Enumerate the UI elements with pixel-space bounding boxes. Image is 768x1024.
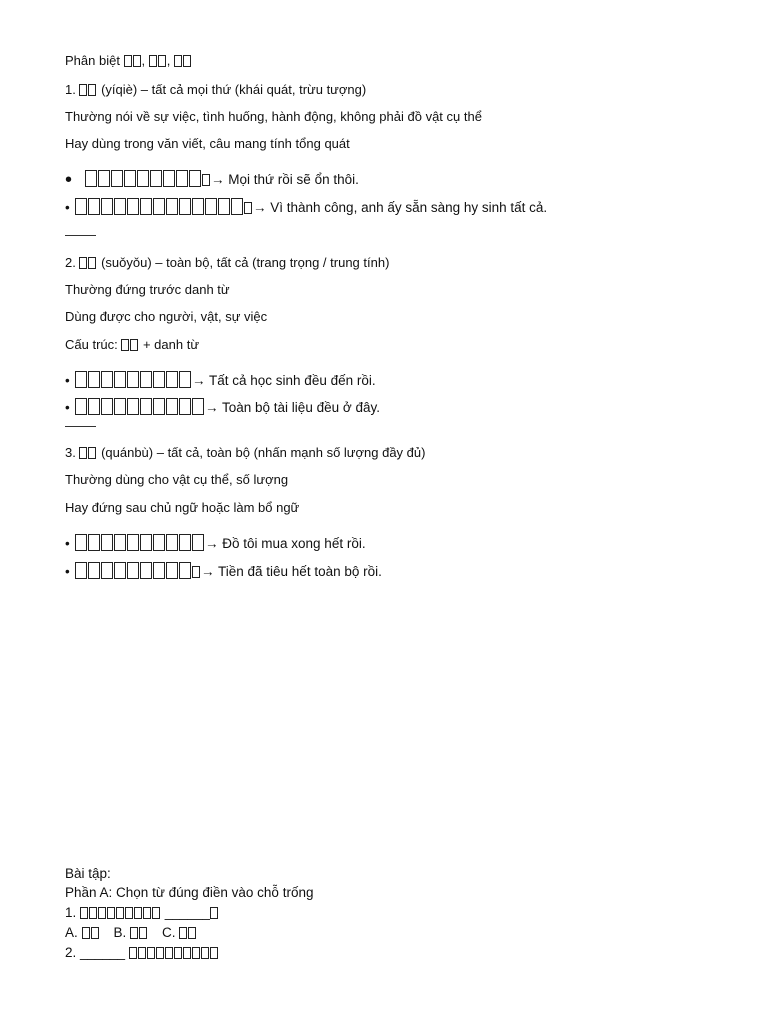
missing-glyph-box [158, 55, 166, 67]
exercise-part-a: Phần A: Chọn từ đúng điền vào chỗ trống [65, 885, 314, 900]
missing-glyph-box [125, 907, 133, 919]
missing-glyph-box [166, 534, 178, 551]
example-translation: → Tiền đã tiêu hết toàn bộ rồi. [201, 564, 382, 579]
missing-glyph-box [129, 947, 137, 959]
missing-glyph-box [183, 947, 191, 959]
missing-glyph-box [156, 947, 164, 959]
missing-glyph-box [147, 947, 155, 959]
missing-glyph-box [75, 562, 87, 579]
missing-glyph-box [174, 947, 182, 959]
cjk-glyphs [79, 255, 97, 270]
cjk-glyphs [174, 53, 192, 68]
missing-glyph-box [124, 55, 132, 67]
missing-glyph-box [149, 55, 157, 67]
exercise-options [65, 924, 197, 942]
missing-glyph-box [150, 170, 162, 187]
missing-glyph-box [101, 398, 113, 415]
example-translation: → Toàn bộ tài liệu đều ở đây. [205, 400, 380, 415]
option-b[interactable] [114, 925, 149, 940]
missing-glyph-box [88, 198, 100, 215]
missing-glyph-box [127, 534, 139, 551]
missing-glyph-box [75, 371, 87, 388]
missing-glyph-box [111, 170, 123, 187]
missing-glyph-box [130, 927, 138, 939]
missing-glyph-box [138, 947, 146, 959]
missing-glyph-box [218, 198, 230, 215]
bullet: • [65, 536, 70, 551]
missing-glyph-box [114, 534, 126, 551]
missing-glyph-box [166, 371, 178, 388]
missing-glyph-box [137, 170, 149, 187]
option-c[interactable] [162, 925, 197, 940]
section-3-example-2 [65, 562, 382, 580]
missing-glyph-box [98, 170, 110, 187]
missing-glyph-box [89, 907, 97, 919]
missing-glyph-box [114, 562, 126, 579]
missing-glyph-box [127, 562, 139, 579]
missing-glyph-box [140, 562, 152, 579]
missing-glyph-box [79, 447, 87, 459]
missing-glyph-box [189, 170, 201, 187]
missing-glyph-box [201, 947, 209, 959]
missing-glyph-box [88, 447, 96, 459]
missing-glyph-box [88, 534, 100, 551]
missing-glyph-box [231, 198, 243, 215]
separator: , [141, 53, 149, 68]
option-label: B. [113, 925, 131, 940]
missing-glyph-box [163, 170, 175, 187]
cjk-glyphs [75, 536, 205, 551]
section-2-example-2 [65, 398, 380, 416]
example-translation: → Vì thành công, anh ấy sẵn sàng hy sinh tất cả. [253, 200, 548, 215]
missing-glyph-box [134, 907, 142, 919]
cjk-glyphs [179, 925, 197, 940]
option-label: C. [162, 925, 180, 940]
missing-glyph-box [107, 907, 115, 919]
example-translation: → Tất cả học sinh đều đến rồi. [192, 373, 376, 388]
section-heading-text: (quánbù) – tất cả, toàn bộ (nhấn mạnh số lượng đầy đủ) [97, 445, 426, 460]
missing-glyph-box [79, 84, 87, 96]
cjk-glyphs [124, 53, 142, 68]
missing-glyph-box [101, 198, 113, 215]
missing-glyph-box [85, 170, 97, 187]
section-1-heading [65, 82, 366, 98]
missing-glyph-box [124, 170, 136, 187]
exercise-title: Bài tập: [65, 866, 111, 881]
missing-glyph-box [140, 398, 152, 415]
missing-glyph-box [192, 947, 200, 959]
missing-glyph-box [121, 339, 129, 351]
bullet: • [65, 373, 70, 388]
missing-glyph-box [153, 371, 165, 388]
title-text: Phân biệt [65, 53, 124, 68]
missing-glyph-box [80, 907, 88, 919]
cjk-glyphs [130, 925, 148, 940]
missing-glyph-box [140, 534, 152, 551]
missing-glyph-box [176, 170, 188, 187]
section-3-example-1 [65, 534, 366, 552]
missing-glyph-box [101, 371, 113, 388]
missing-glyph-box [244, 202, 252, 214]
exercise-question-2 [65, 944, 219, 962]
structure-suffix: + danh từ [139, 337, 200, 352]
missing-glyph-box [205, 198, 217, 215]
missing-glyph-box [202, 174, 210, 186]
missing-glyph-box [133, 55, 141, 67]
missing-glyph-box [127, 198, 139, 215]
cjk-glyphs [202, 172, 211, 187]
missing-glyph-box [75, 398, 87, 415]
cjk-glyphs [75, 400, 205, 415]
missing-glyph-box [210, 907, 218, 919]
missing-glyph-box [75, 534, 87, 551]
missing-glyph-box [127, 371, 139, 388]
missing-glyph-box [153, 198, 165, 215]
option-a[interactable] [65, 925, 100, 940]
missing-glyph-box [88, 562, 100, 579]
section-2-note-1: Thường đứng trước danh từ [65, 282, 230, 297]
missing-glyph-box [166, 198, 178, 215]
example-translation: → Đồ tôi mua xong hết rồi. [205, 536, 366, 551]
section-number: 2. [65, 255, 80, 270]
section-3-note-2: Hay đứng sau chủ ngữ hoặc làm bổ ngữ [65, 500, 300, 515]
missing-glyph-box [192, 398, 204, 415]
section-1-note-1: Thường nói về sự việc, tình huống, hành động, không phải đồ vật cụ thể [65, 109, 482, 124]
missing-glyph-box [140, 371, 152, 388]
section-2-example-1 [65, 371, 376, 389]
section-2-note-2: Dùng được cho người, vật, sự việc [65, 309, 268, 324]
section-2-structure [65, 337, 199, 353]
separator: , [166, 53, 175, 68]
missing-glyph-box [153, 398, 165, 415]
answer-blank[interactable]: ______ [164, 905, 210, 920]
section-2-heading [65, 255, 389, 271]
section-1-example-1 [65, 169, 359, 191]
missing-glyph-box [192, 566, 200, 578]
cjk-glyphs [121, 337, 139, 352]
missing-glyph-box [114, 371, 126, 388]
missing-glyph-box [88, 371, 100, 388]
missing-glyph-box [210, 947, 218, 959]
missing-glyph-box [166, 562, 178, 579]
structure-label: Cấu trúc: [65, 337, 122, 352]
missing-glyph-box [88, 84, 96, 96]
cjk-glyphs [85, 172, 202, 187]
missing-glyph-box [152, 907, 160, 919]
missing-glyph-box [140, 198, 152, 215]
bullet: • [65, 400, 70, 415]
missing-glyph-box [98, 907, 106, 919]
missing-glyph-box [166, 398, 178, 415]
missing-glyph-box [179, 534, 191, 551]
section-heading-text: (yíqiè) – tất cả mọi thứ (khái quát, trừu tượng) [97, 82, 367, 97]
missing-glyph-box [91, 927, 99, 939]
bullet: • [65, 169, 73, 191]
missing-glyph-box [116, 907, 124, 919]
cjk-glyphs [244, 200, 253, 215]
missing-glyph-box [179, 562, 191, 579]
section-number: 3. [65, 445, 80, 460]
missing-glyph-box [174, 55, 182, 67]
question-number: 1. [65, 905, 81, 920]
cjk-glyphs [75, 200, 244, 215]
missing-glyph-box [188, 927, 196, 939]
cjk-glyphs [75, 564, 192, 579]
missing-glyph-box [183, 55, 191, 67]
document-title [65, 53, 192, 69]
section-1-note-2: Hay dùng trong văn viết, câu mang tính tổng quát [65, 136, 350, 151]
exercise-question-1 [65, 904, 219, 922]
cjk-glyphs [79, 445, 97, 460]
option-label: A. [65, 925, 82, 940]
missing-glyph-box [75, 198, 87, 215]
section-heading-text: (suǒyǒu) – toàn bộ, tất cả (trang trọng / trung tính) [97, 255, 390, 270]
missing-glyph-box [79, 257, 87, 269]
missing-glyph-box [139, 927, 147, 939]
section-1-example-2 [65, 198, 547, 216]
missing-glyph-box [179, 927, 187, 939]
missing-glyph-box [88, 257, 96, 269]
missing-glyph-box [153, 534, 165, 551]
bullet: • [65, 564, 70, 579]
missing-glyph-box [88, 398, 100, 415]
missing-glyph-box [165, 947, 173, 959]
missing-glyph-box [179, 398, 191, 415]
missing-glyph-box [127, 398, 139, 415]
missing-glyph-box [143, 907, 151, 919]
section-3-note-1: Thường dùng cho vật cụ thể, số lượng [65, 472, 289, 487]
missing-glyph-box [153, 562, 165, 579]
missing-glyph-box [114, 398, 126, 415]
cjk-glyphs [80, 905, 161, 920]
section-3-heading [65, 445, 425, 461]
answer-blank[interactable]: ______ [80, 945, 126, 960]
missing-glyph-box [130, 339, 138, 351]
missing-glyph-box [192, 198, 204, 215]
cjk-glyphs [210, 905, 219, 920]
missing-glyph-box [179, 198, 191, 215]
question-number: 2. [65, 945, 81, 960]
example-translation: → Mọi thứ rồi sẽ ổn thôi. [211, 172, 359, 187]
missing-glyph-box [82, 927, 90, 939]
missing-glyph-box [101, 534, 113, 551]
missing-glyph-box [179, 371, 191, 388]
cjk-glyphs [149, 53, 167, 68]
section-number: 1. [65, 82, 80, 97]
cjk-glyphs [75, 373, 192, 388]
cjk-glyphs [82, 925, 100, 940]
missing-glyph-box [101, 562, 113, 579]
cjk-glyphs [79, 82, 97, 97]
cjk-glyphs [192, 564, 201, 579]
divider [65, 235, 96, 236]
missing-glyph-box [192, 534, 204, 551]
bullet: • [65, 200, 70, 215]
divider [65, 426, 96, 427]
cjk-glyphs [129, 945, 219, 960]
missing-glyph-box [114, 198, 126, 215]
